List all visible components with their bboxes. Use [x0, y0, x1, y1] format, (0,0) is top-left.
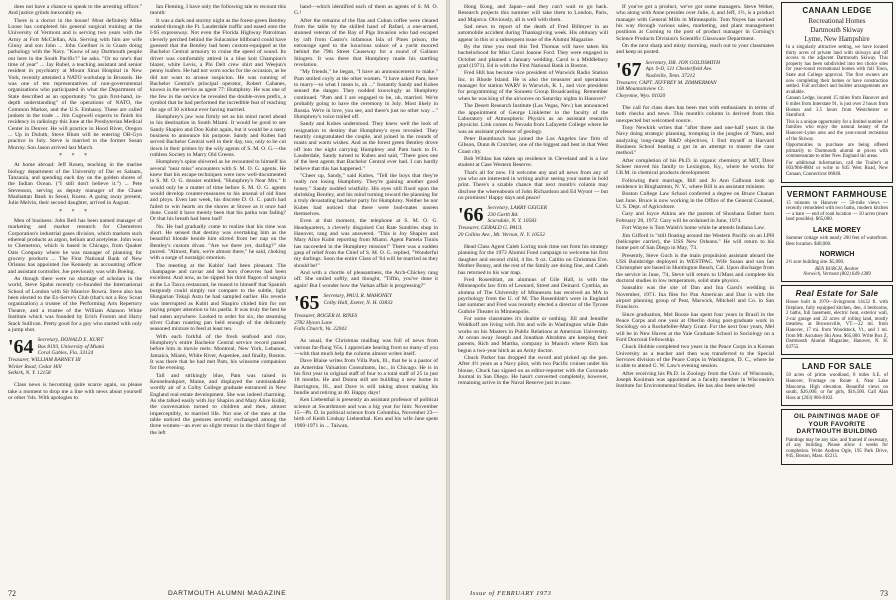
running-head-left: DARTMOUTH ALUMNI MAGAZINE [168, 590, 287, 597]
class-year: '66 [458, 204, 484, 227]
paragraph: And with a chortle of pleasantness, the Arch-Chickey rang off. She smiled softly, and thought, "Tiffin, you've done it again! But I wonder how the Varkas affair is progressing?" [294, 270, 438, 289]
paragraph: Jim Gifford is "still floating around the Western Pacific on an LPH (helicopter carrier), the USS New Orleans." He will return to his home port of San Diego in May, '73. [616, 232, 774, 252]
paragraph: Ian Fleming, I have only the following tale to recount this month: [150, 4, 286, 17]
ad-land-for-sale [781, 358, 893, 406]
class-year: '65 [294, 292, 320, 315]
paragraph-group [294, 4, 438, 289]
paragraph: Tall and strikingly blue, Pam was raised in Kennebunkport, Maine, and displayed the unmistakable wordly air of a Colby College graduate entranced in New England real estate development. She was indeed charming. As she talked easily with Joy Shapiro and Mary Alice Kubit, the conversation turned to children and then, almost imperceptibly, to married life. Not one of the men at the table noticed the gestures secretly exchanged among the three women—an ever so slight tremor in the third finger of the left [150, 372, 286, 436]
secretary-address-2: Nashville, Tenn. 37212 [645, 72, 696, 79]
paragraph: hand—which identified each of them as agents of S. M. O. G.! [294, 4, 438, 17]
paragraph: Gary and Joyce Atkins are the parents of Shoshana Esther born February 28, 1972. Gary will be ordained in June, 1974. [616, 211, 774, 224]
paragraph: Sad news to report of the death of Fred Billmyer in an automobile accident during Thanksgiving week. His obituary will appear in this or a subsequent issue of the Alumni Magazine. [458, 24, 608, 43]
ad-body: 2½ acre building site. $5,000. [786, 260, 845, 266]
paragraph: Head Class Agent Caleb Loring took time out from his strategy planning for the 1973 Alumni Fund campaign to welcome his first daughter and second child, 4 lbs. 9 oz. Caitlin on Christmas Eve. Mother Bonny, and the rest of the family are doing fine, and Caleb has returned to his war map. [458, 244, 608, 276]
ad-title: Real Estate for Sale [795, 289, 879, 298]
running-head-right: Issue of FEBRUARY 1973 [470, 590, 552, 597]
paragraph: Bob Wildau has taken up residence in Cleveland and is a law student at Case Western Reserve. [458, 155, 608, 169]
paragraph: Chuck Hobbie completed two years in the Peace Corps in a Korean University as a teacher and then was transferred to the Special Services division of the Peace Corps in Washington, D. C., where he is able to attend G. W. Law's evening session. [616, 344, 774, 370]
treasurer-address-1: Wicker Road, Cedar Hill [8, 363, 62, 370]
ad-headline: Recreational Homes [808, 17, 866, 25]
class-65-header [294, 293, 438, 332]
secretary-address-1: Apt. 9-D, 511 Chesterfield Ave. [645, 66, 713, 73]
paragraph: does not have a chance to speak to the arresting officer." And justice grinds inexorably on. [8, 4, 142, 17]
paragraph-group [616, 105, 774, 390]
ad-title: CANAAN LEDGE [802, 6, 872, 15]
left-page [0, 0, 446, 600]
ad-headline: Dartmouth Skiway [810, 26, 864, 34]
paragraph: Following their marriage, Bill and Jo Ann Calhoun took up residence in Binghamton, N. Y., where Bill is an assistant minister. [616, 177, 774, 191]
class-64-header [8, 337, 142, 376]
paragraph: By the time you read this Ted Thomas will have taken his bachelorhood for Miss Carol Joanne Ford. They were engaged in October and planned a January wedding. Carol is a Middlebury grad (1971). Ed is with the First National Bank in Boston. [458, 44, 608, 70]
paragraph: That's all for now. I'd welcome any and all news from any of you who are interested in writing and/or seeing your name in bold print. There's a sizable chance that next month's column may disclose the whereabouts of John Richardson and Ed Wynot — but no promises! Happy days and peace! [458, 169, 608, 201]
left-column-3 [294, 4, 438, 564]
page-number-left: 72 [8, 589, 16, 598]
ad-subheading: LAKE MOREY [813, 225, 861, 235]
right-page [450, 0, 896, 600]
treasurer-address-2: Cheyenne, Wyo. 01020 [616, 92, 666, 99]
ad-body: Opportunities to purchase are being offered primarily to Dartmouth alumni at prices with commensurate to other New England ski areas. [786, 143, 888, 160]
class-secretary: Secretary, DR. JON GOLDSMITH [645, 59, 721, 66]
paragraph: Humphrey's spine shivered as he recounted to himself his several "near miss" encounters with S. M. O. G. agents. He knew that his escape techniques were now well-documented in S. M. O. G. dossier entitled, "Humphrey's Near Mrs." It would only be a matter of time before S. M. O. G. agents would develop counter-measures to his arsenal of old lines and ploys. Even last week, his discrete D. O. C. patch had failed to win hearts on the shores at Stowe as it once had done. Could it have merely been that his parka was fading? Or that his breath had been bad? [150, 159, 286, 223]
page-number-right: 73 [880, 589, 888, 598]
ad-body: Paintings may be any size, and framed if necessary, of any building. Please allow 4 weeks for completion. Write Andrea Ogle, 195 Park Drive, #45, Boston, Mass. 02215. [786, 437, 888, 460]
ad-oil-paintings [781, 409, 893, 465]
paragraph: With each forkful of the fresh seafood and rice, Humphrey's entire Bachelor Central service record passed before him in movie reels: Montreal, New York, Lebanon, Jamaica, Miami, White River, Aspenlee, and finally, Boston. It was there that he had met Pam, his winsome companion for the evening. [150, 333, 286, 372]
paragraph: Since graduation, Mel Booze has spent four years in Brazil in the Peace Corps and one year at Oberlin doing post-graduate work in Sociology on a Rockefeller-Mary Grant. For the next four years, Mel will be in New Haven at the Yale Graduate School in Sociology on a Ford Doctoral Fellowship. [616, 311, 774, 343]
ad-subheading: NORWICH [819, 249, 855, 259]
class-secretary: Secretary, DONALD E. KURT [37, 337, 104, 344]
paragraph: After completion of his Ph.D. in organic chemistry at MIT, Dave Scheer moved his family to Lexington, Ky., where he works for I.B.M. in chemical products development. [616, 157, 774, 177]
ad-canaan-ledge [781, 2, 893, 183]
left-column-1 [8, 4, 142, 564]
paragraph: Fred Hill has become vice president of Warwick Radio Station Inc. in Rhode Island. He is also the treasurer and operations manager for station WARV in Warwick, R. I., and vice president for programming of the Sonneto Group Broadcasting. Remember when he was king of the airwaves on Saturday nights in Hanover? [458, 70, 608, 102]
paragraph: For some classmates it's double or nothing. Jill and Jennifer Wohlkoff are living with Jim and wife in Washington while Dale works on his Masters in Public Relations at American University. At ocean away Joseph and Jonathan Abrahms are keeping their parents, Rich and Martha, company in Munich where Rich has begun a two-year hitch as an Army doctor. [458, 315, 608, 354]
paragraph: "My friends," he began, "I have an announcement to make." Pam smiled coyly at the other women. "I have asked Pam, here to marry—to what I mean is, uh ..." Instantly Sandy and Kubes sensed the danger. They nodded knowingly as Humphrey continued. "Pam and I are engaged to be, uh, married. We're probably going to have the ceremony in July. Most likely in Russia. We're in love, you see, and there's just no other way ..." Humphrey's voice trailed off. [294, 69, 438, 120]
ad-body: Summer cottage with nearly 200 feet of waterfront. Best location. $40,000. [786, 236, 888, 247]
paragraph: Sausalito was the site of Dan and Ina Garsi's wedding in November, 1971. Ina flies for Pan American and Dan is with the airport planning group of Peat, Marwick, Mitchell and Co. in San Francisco. [616, 285, 774, 311]
class-treasurer: Treasurer, WILLIAM BARNEY III [8, 357, 81, 364]
paragraph: The meeting at the Kubits' had been pleasant. The champagne and caviar and hot hors d'oeuvres had been excellent. And now, as he sipped his third flagon of sangria at the La Taxca restaurant, he mused to himself that Spanish burgundy could simply not compare to the subtle, light Hungarian Tokaji Aszu he had sampled earlier. His reverie was interrupted as Kubit and Shapiro chided him for not paying proper attention to his paella. It was truly the best he had eaten anywhere. Looked to order for six, the steaming silver Cuban roasting pan held enough of the delicately seasoned mixture to feed at least ten. [150, 262, 286, 333]
paragraph: Chuck Parker has dropped the sword and picked up the pen. After 4½ years as a Navy pilot, with two Pacific cruises under his blouse, Chuck has signed on as editor-reporter with the Coronado Journal in San Diego. He hasn't converted completely, however, remaining active in the Naval Reserve just in case. [458, 354, 608, 387]
class-secretary: Secretary, LARRY GEIGER [487, 205, 547, 212]
secretary-address-1: Colby Hall, Exeter, N. H. 03833 [323, 299, 393, 306]
paragraph: Sandy and Kubes understood. They knew well the look of resignation to destiny that Humphrey's eyes revealed. They heartily congratulated the couple, and joined in the rounds of toasts and warm wishes. And as the forest green Bentley drove off into the night carrying Humphrey and Pam back to Ft. Lauderdale, Sandy turned to Kubes and said, "There goes one of the best agents that Bachelor Central ever had. I can hardly believe that this has happened." [294, 121, 438, 172]
ad-realtor-phone: Norwich, Vermont (802) 649-1389 [803, 272, 871, 278]
treasurer-address-1: 20 Collins Ave., Mt. Vernon, N. Y. 10552 [458, 231, 546, 238]
ad-body: For additional information, call the Trailer's at 603/966-8804 or write to 845 West Road, New Canaan, Connecticut 06840. [786, 160, 888, 178]
paragraph: The Desert Research Institute (Las Vegas, Nev.) has announced the appointment of George Linklerter to the faculty of the Laboratory of Atmospheric Physics as an assistant research physicist. Link comes to Nevada from Lafayette College where he was an assistant professor of geology. [458, 103, 608, 135]
secretary-address-1: Box 8193, University of Miami [37, 343, 105, 350]
paragraph: It was a dark and stormy night as the forest-green Bentley snaked through the Ft. Lauderdale traffic and eased onto the I-95 expressway. Not even the Florida Highway Patrolman cleverly perched behind the Sulacasine billboard could have guessed that the Bentley had been custom-equipped at the Bachelor Central armoury to cruise the speed of sound. Its driver was comfortably attired in a blue knit Champion's blazer, white Levis, a Phi Delt crew shirt and Weejun's penny loafers. He had not worn socks for the occasion, as he did not want to arouse suspicion. He was cunning of Bachelor Central's principal operator, Robert Cabanes, known in the service as agent 77: Humphrey. He was one of the few in the service he revealed the double-oven prefix, a symbol that he had performed the incredible feat of reaching the age of 30 without ever having married. [150, 17, 286, 113]
paragraph-group [8, 218, 142, 333]
secretary-address-2: Scarsdale, N. Y. 10583 [487, 218, 537, 225]
ad-headline: Lyme, New Hampshire [804, 35, 870, 43]
paragraph: Peter Baumbusch has joined the Los Angeles law firm of Gibson, Dunn & Crutcher, one of the biggest and best in that West Coast city. [458, 135, 608, 155]
paragraph: After the remains of the flan and Cuban coffee were cleared from the table by the skilled hand of Rafael, a one-armed, stunned veteran of the Bay of Pigs Invasion who had escaped by raft from Castro's infamous Isla of Pines prison, the entourage sped to the luxurious solace of a yacht moored behind the 79th Street Causeway for a round of Galiano Stingers. It was there that Humphrey made his startling revelation. [294, 17, 438, 69]
ad-vermont-farmhouse [781, 186, 893, 282]
ad-realtor: BEN BURCH, Realtor [815, 266, 859, 272]
paragraph-group [8, 4, 142, 151]
right-column-2 [616, 4, 774, 564]
paragraph-group [458, 244, 608, 387]
class-67-header [616, 60, 774, 99]
secretary-address-1: 230 Garth Rd. [487, 211, 519, 218]
class-year: '64 [8, 336, 34, 359]
ad-body: In a singularly attractive setting, we have located thirty acres of private land with skiways and off access to the adjacent Dartmouth Skiway. This property has been subdivided into ten choice sites for year-round recreational homes with full Town, State and College approval. The first owners are now completing their homes or have construction settled. Full architect and builder arrangements are available. [786, 45, 888, 95]
class-treasurer: Treasurer, ROGER H. RINES [294, 313, 358, 320]
paragraph: Fort Wayne is Tom Walsh's home while he attends Indiana Law. [622, 225, 766, 232]
paragraph: Ken Liebenthal is presently an assistant professor of political science at Swarthmore and was a big year for him: November 15—Ph. D. in political science from Columbia, November 23—birth of Keith Lindsay Liebenthal. Ken and his wife Jane spent 1969-1971 in ... Taiwan, [294, 397, 438, 429]
ad-body: Canaan Ledge, located 15 miles from Hanover and 6 miles from Interstate 91, is just over 2 hours from Boston and 3.5 hours from Westchester or Stamford. [786, 96, 888, 119]
ad-title: LAND FOR SALE [801, 362, 873, 372]
paragraph: At home abroad: Jeff Rosen, teaching in the marine biology department of the University of Dar es Salaam, Tanzania, and spending each day on the golden shores of the Indian Ocean. ("I still don't believe it.") ... Pete Stevenson, serving as deputy manager of the Chase Manhattan Bank in Seoul, Korea. A going away present, Julie Melvin, their second daughter, arrived in August. [8, 162, 142, 207]
paragraph: Even at that moment, the telephone at S. M. O. G. Headquarters, a cleverly disguised Cut Rate Sundries shop in Hanover, rang and was answered. "This is Joy Shapiro and Mary Alice Kubit reporting from Miami. Agent Pamela Tinnis has succeeded in the Humphrey mission!" There was a sudden gasp of relief from the Chief of S. M. O. G. replied, "Wonderful my darlings. Soon the entire Class of '64 will be married as they should be!" [294, 218, 438, 269]
secretary-address-2: Coral Gables, Fla. 33124 [37, 350, 94, 356]
class-secretary: Secretary, PAUL R. MAHONEY [323, 293, 392, 300]
ad-real-estate [781, 285, 893, 355]
paragraph: After receiving his Ph.D. in Zoology from the Univ. of Wisconsin, Joseph Kooiman was appointed as a faculty member in Wisconsin's Institute for Environmental Studies. He has also been selected [616, 370, 774, 390]
paragraph: Dave Blaise writes from Villa Park, Ill., that he is a pastor of an Ameridan Valuation Consultants, Inc., in Chicago. He is in his first year in original staff of four to a total staff of 25 in just 18 months. He and Donna still are building a new home in Barrington, Ill., and Dave is still taking about making his bundle and retiring at 40. Happy days! [294, 358, 438, 397]
treasurer-address-2: Selkirk, N. Y. 12158 [8, 370, 51, 376]
paragraph: No. He had gradually come to realize that his time was short. He sensed that destiny was overtaking him as the beautiful blonde beside him stirred from her nap on the Bentley's custom divan. "Are we there yet, darling?" she purred. "Almost, Pam, we're almost there," he said, choking with a surge of nostalgic emotion. [150, 223, 286, 262]
paragraph: Men of business: John Bell has been named manager of marketing and market research for Chemetron Corporation's industrial gases division, which markets such ethereal products as argon, helium and acetylene. John won to Chemetron, which is based in Chicago, from Quaker Oats Company where he was manager of planning for grocery products ... The First National Bank of New Orleans has appointed Joe Kennedy as accounting officer and assistant controller. Joe previously was with Boeing. [8, 218, 142, 275]
paragraph: Tony Newkirk writes that "after three and one-half years in the Navy doing strategic planning, tromping in the jungles of 'Nam, and analyzing long-range R&D objectives, I find myself at Harvard Business School beating a gut in an attempt to master the case method." [616, 125, 774, 157]
section-divider: * * * [59, 208, 91, 215]
paragraph-group [150, 4, 286, 436]
ad-title: VERMONT FARMHOUSE [786, 189, 888, 199]
treasurer-address-2: Falls Church, Va. 22043 [294, 325, 347, 332]
paragraph-group [458, 4, 608, 201]
classified-ads-column [781, 2, 893, 584]
ad-body: 50 acres of prime woodland, 8 miles S.E. of Hanover, Frontage on Route 4, Near Lake Mascoma. High elevation. Beautiful views on south, $26,000, or for girls, $16,500. Call Alan Hoss at (203) 966-8102. [786, 373, 888, 401]
paragraph: Class news is becoming quite scarce again, so please take a moment to drop me a line with news about yourself or other '64s. With apologies to [8, 382, 142, 402]
ad-body: 15 minutes to Hanover — 50-mile views — recently remodeled with two baths, modern kitchen — a barn — end of road location — 10 acres (more land possible). $65,000. [786, 200, 888, 223]
paragraph: "Cheer up, Sandy," said Kubes, "Tell the boys that they're really not losing Humphrey. They're gaining another good honey." Sandy nodded wistfully. His eyes still fixed upon the shrinking Bentley, and his mind turning toward the planning for a truly devastating bachelor party for Humphrey. Neither he nor Kubes had noticed that there were bud-mates unseen themselves. [294, 172, 438, 217]
treasurer-address-1: 2782 Hyson Lane [294, 319, 333, 326]
right-column-1 [458, 4, 608, 564]
paragraph: Humphrey's jaw was firmly set as his mind raced ahead to his destination in South Miami. It would be good to see Sandy Shapiro and Don Kubit again, but it would be a nasty business to announce his purpose. Sandy and Kubes had served Bachelor Central well in their day, too, only to be cut down in their primes by the wily agents of S. M. O. G.—the ruthless Society to Marry Old Greens. [150, 113, 286, 158]
class-treasurer: Treasurer, GERALD G. PAUL [458, 225, 523, 232]
ad-title: OIL PAINTINGS MADE OF YOUR FAVORITE DARTMOUTH BUILDING [793, 413, 881, 436]
class-66-header [458, 205, 608, 238]
treasurer-address-1: 168 Mountainview Ct. [616, 86, 665, 93]
paragraph-group [616, 4, 774, 56]
paragraph: On the next sharp and misty morning, reach out to your classmates and keep us posted. [616, 43, 774, 56]
paragraph: Hong Kong, and Japan—and they can't wait to go back. Research projects this summer will take them to London, Paris, and Majorca. Obviously, all is well with them. [458, 4, 608, 23]
class-year: '67 [616, 58, 642, 81]
paragraph: Boston College Law School conferred a degree on Bruce Chanan last June. Bruce is now working in the Office of the General Counsel, U. S. Dept. of Agriculture. [616, 191, 774, 211]
paragraph: Fred Rosenblatt, an alumnus of Gile Hall, is with the Minneapolis law firm of Leonard, Street and Deinard. Cynthia, an alumna of The University of Minnesota has received an MA in psychology from the U. of M. The Rosenblatt's were in England last summer and Fred was recently elected a director of the Tyrone Guthrie Theater in Minneapolis. [458, 276, 608, 315]
paragraph: If you've got a product, we've got some managers. Steve Weber, who along with Anne presides over Julie, 4, and Jeff, 1½, is a product manager with General Mills in Minneapolis. Tom Noyes has worked his way through various sales, marketing, and plant management positions at Corning to the post of product manager in Corning's Science Products Division's Scientific Glassware Department. [616, 4, 774, 42]
paragraph: There is a doctor in the house! Most definitely Mike Loose has completed his general surgical training at the University of Vermont and is serving two years with the Army at Fort McClellan, Ala. Serving with him are wife Ginny and son John ... John Goellner is in Guam doing pathology with the Navy. "Know of any Dartmouth people out here in the South Pacific?" he asks. "Or no one's that time of year" ... Jay Rubel, a teaching assistant and senior resident in psychiatry at Mount Sinai Hospital in New York, recently attended a NATO workshop in Brussels. He was one of ten representatives of non-governmental organizations who participated in what the Department of State described as an opportunity "to gain first-hand, in-depth understanding" of the operations of NATO, the Common Market, and the U.S. Embassy. These are called junkets in the trade ... Jim Cogswell expects to finish his residency in radiology this June at the Presbyterian Medical Center in Denver. He will practice in Hood River, Oregon ... Up in Duluth, Steve Blum will be entering OB-Gyn practice in July. Steve is married to the former Susan Murray. Son Jason arrived last March. [8, 17, 142, 151]
class-treasurer: Treasurer, CAPT. JEFFREY M. ZIMMERMAN [616, 79, 717, 86]
paragraph: The call for class dues has been met with enthusiasm in terms of both checks and news. This month's column is derived from this unexpected but welcomed source. [616, 104, 774, 124]
paragraph-group [8, 382, 142, 401]
left-column-2 [150, 4, 286, 564]
ad-body: This is a unique opportunity for a limited number of families who enjoy the natural beauty of the Hanover-Lyme area and the year-round recreation of the Skiway. [786, 119, 889, 142]
paragraph-group [294, 338, 438, 429]
ad-body: House built in 1970—livingroom 14x32 ft. with fireplace, fully equipped kitchen, den, 4 bedrooms, 2 baths, full basement, electric heat, exterior wall, 2-car garage and 22 acres of rolling land, mostly meadow, at Brownsville, VT.—22 mi. from Hanover, 17 mi. from Woodstock, Vt., and 1 mi. from Mt. Ascutney Ski Area. $65,000. Write Box Z, Dartmouth Alumni Magazine, Hanover, N. H. 03755. [786, 300, 888, 350]
paragraph: As though there were no shortage of scholars in the world, Steve Spahn recently co-founded the International School of London with Sir Maurice Bowra. Steve also has been elected to the Ex-Serve's Club (that's not a Boy Scout organization) a trustee of the Performing Arts Repertory Theatre, and a trustee of the William Alanson White Institute which was founded by Erich Fromm and Harry Stack Sullivan. Pretty good for a guy who started with only a jump shot. [8, 276, 142, 333]
section-divider: * * * [59, 152, 91, 159]
paragraph: As usual, the Christmas mailbag was full of news from various far-flung '65s. I appreciate hearing from so many of you—with that much help the column almost writes itself. [294, 338, 438, 358]
paragraph-group [8, 162, 142, 206]
paragraph: Presently, Steve Guch is the main propulsion assistant aboard the USS Bainbridge deployed in WESTPAC. Wife Susan and son Ian Christopher are based in Huntington Beach, Cal. Upon discharge from the service in June, '74, Steve will return to UMass and complete his doctoral studies in low temperature, solid state physics. [616, 252, 774, 284]
